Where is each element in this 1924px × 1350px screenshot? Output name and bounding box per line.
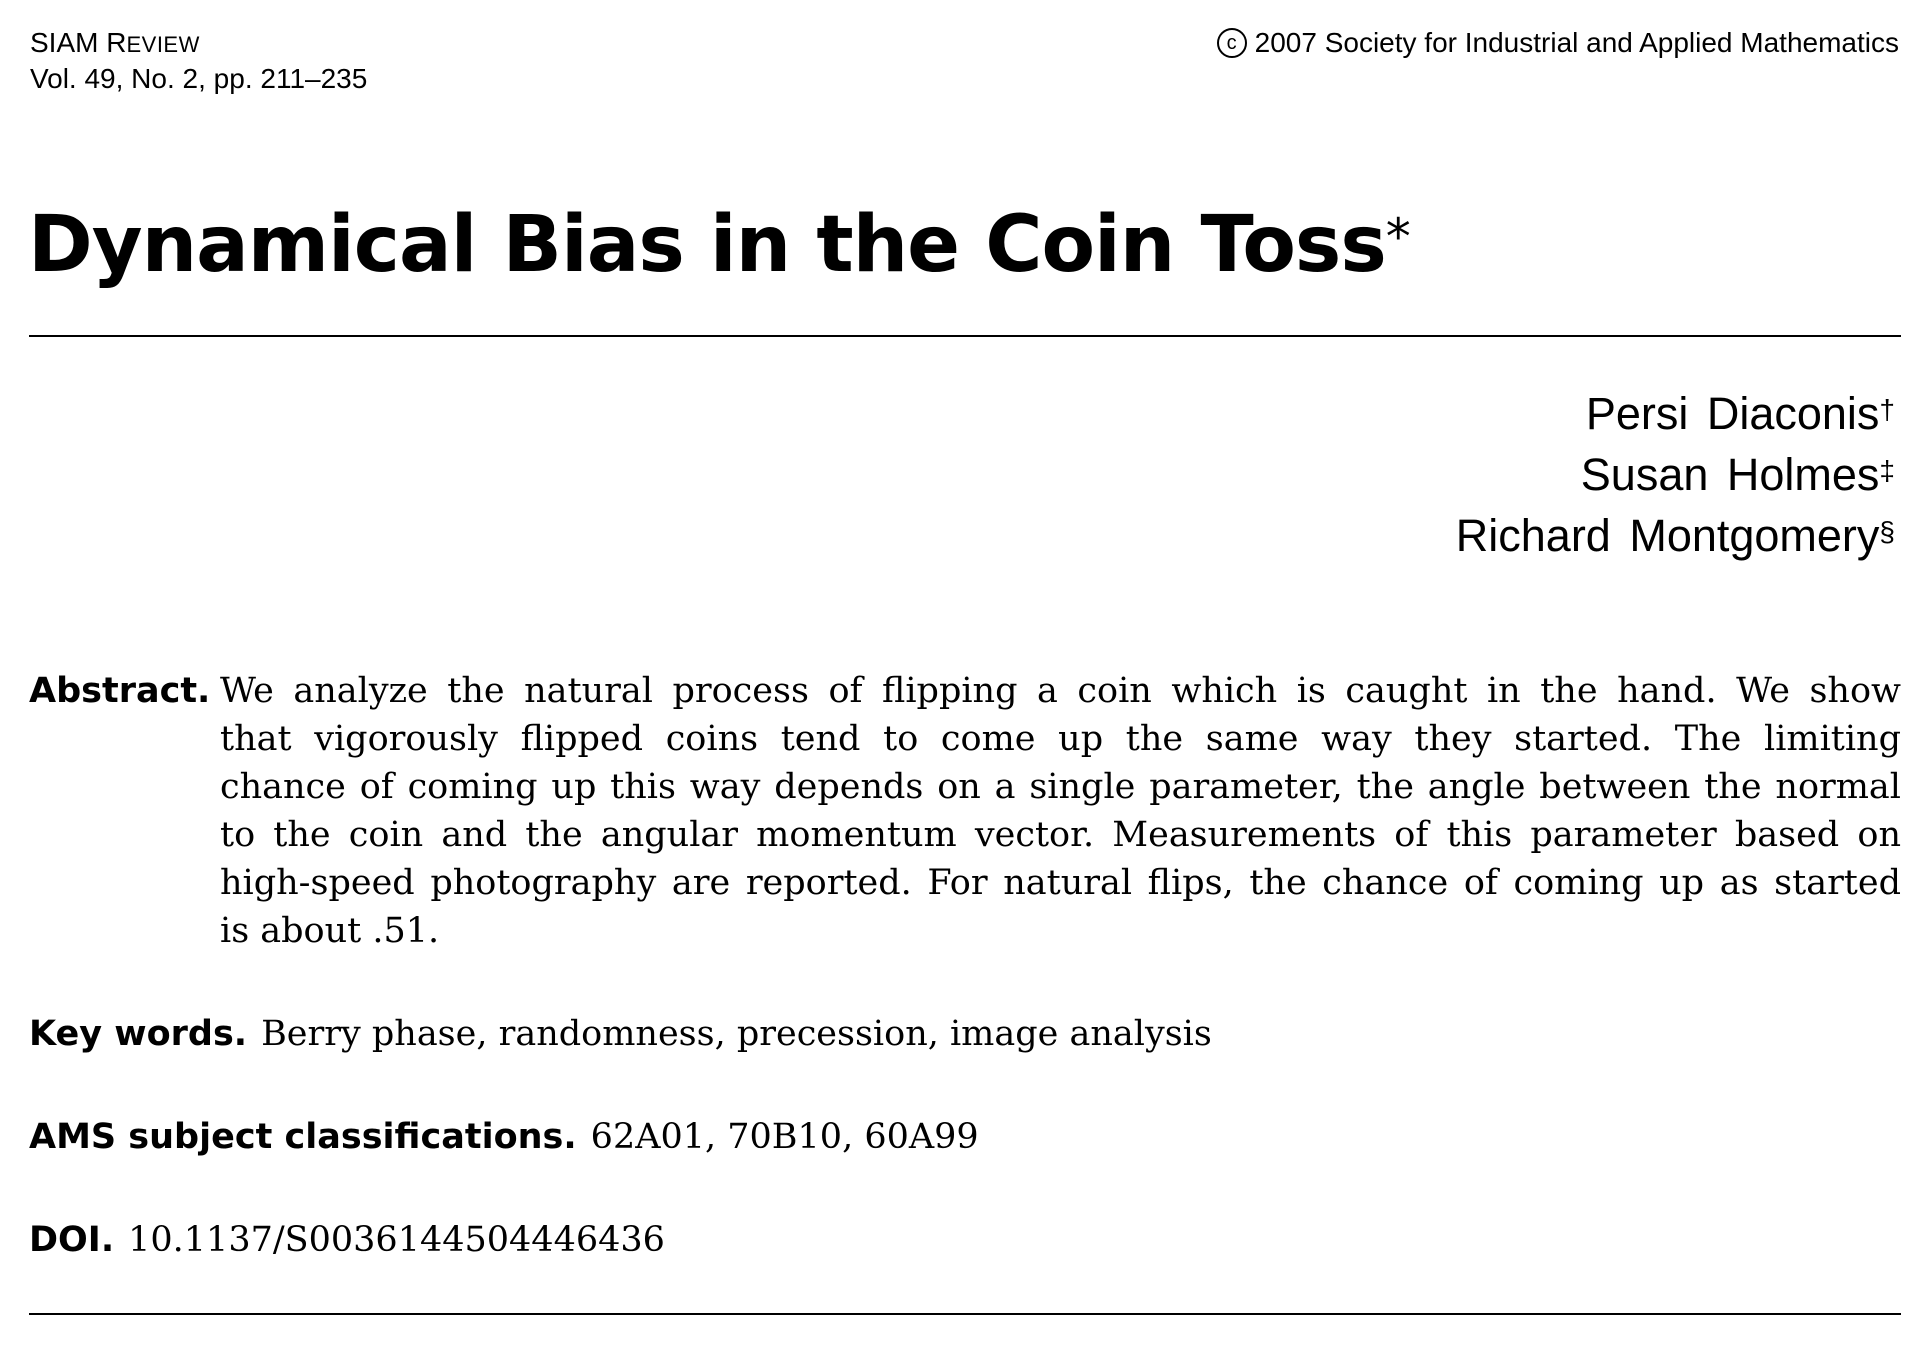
doi xyxy=(29,1216,665,1264)
author-name: Persi Diaconis xyxy=(1585,388,1880,439)
title-footnote-mark: * xyxy=(1385,208,1410,266)
copyright-text: 2007 Society for Industrial and Applied Mathematics xyxy=(1254,27,1899,58)
volume-info: Vol. 49, No. 2, pp. 211–235 xyxy=(30,63,368,94)
abstract xyxy=(29,667,1901,955)
journal-name-rest: EVIEW xyxy=(126,32,200,57)
author-footnote-mark: § xyxy=(1879,516,1895,547)
top-rule xyxy=(29,335,1901,337)
doi-label: DOI. xyxy=(29,1220,115,1260)
author xyxy=(1456,444,1895,505)
author-footnote-mark: † xyxy=(1879,394,1895,425)
abstract-line: We analyze the natural process of flipping a coin which is caught in the hand. We show xyxy=(220,671,1901,711)
abstract-line: high-speed photography are reported. For natural flips, the chance of coming up as started xyxy=(220,863,1901,903)
author-name: Susan Holmes xyxy=(1580,449,1880,500)
copyright-icon: c xyxy=(1217,28,1247,58)
author xyxy=(1456,383,1895,444)
abstract-body xyxy=(220,667,1901,955)
author xyxy=(1456,505,1895,566)
author-name: Richard Montgomery xyxy=(1455,510,1880,561)
keywords-value: Berry phase, randomness, precession, image analysis xyxy=(261,1014,1212,1054)
author-footnote-mark: ‡ xyxy=(1879,455,1895,486)
journal-name xyxy=(30,26,367,62)
keywords xyxy=(29,1010,1212,1058)
paper-title xyxy=(28,200,1410,290)
ams-label: AMS subject classifications. xyxy=(29,1117,577,1157)
abstract-line: is about .51. xyxy=(220,911,440,951)
abstract-label: Abstract. xyxy=(29,671,211,711)
journal-header xyxy=(30,26,367,96)
keywords-label: Key words. xyxy=(29,1014,248,1054)
abstract-line: to the coin and the angular momentum vector. Measurements of this parameter based on xyxy=(220,815,1901,855)
bottom-rule xyxy=(29,1313,1901,1315)
paper-title-text: Dynamical Bias in the Coin Toss xyxy=(28,200,1386,290)
journal-name-first: SIAM R xyxy=(30,27,127,58)
abstract-line: chance of coming up this way depends on a single parameter, the angle between the normal xyxy=(220,767,1901,807)
author-list xyxy=(1456,383,1895,566)
copyright-notice xyxy=(1217,26,1899,60)
ams-value: 62A01, 70B10, 60A99 xyxy=(590,1117,979,1157)
abstract-line: that vigorously flipped coins tend to come up the same way they started. The limiting xyxy=(220,719,1901,759)
doi-value: 10.1137/S0036144504446436 xyxy=(128,1220,665,1260)
ams-classifications xyxy=(29,1113,979,1161)
